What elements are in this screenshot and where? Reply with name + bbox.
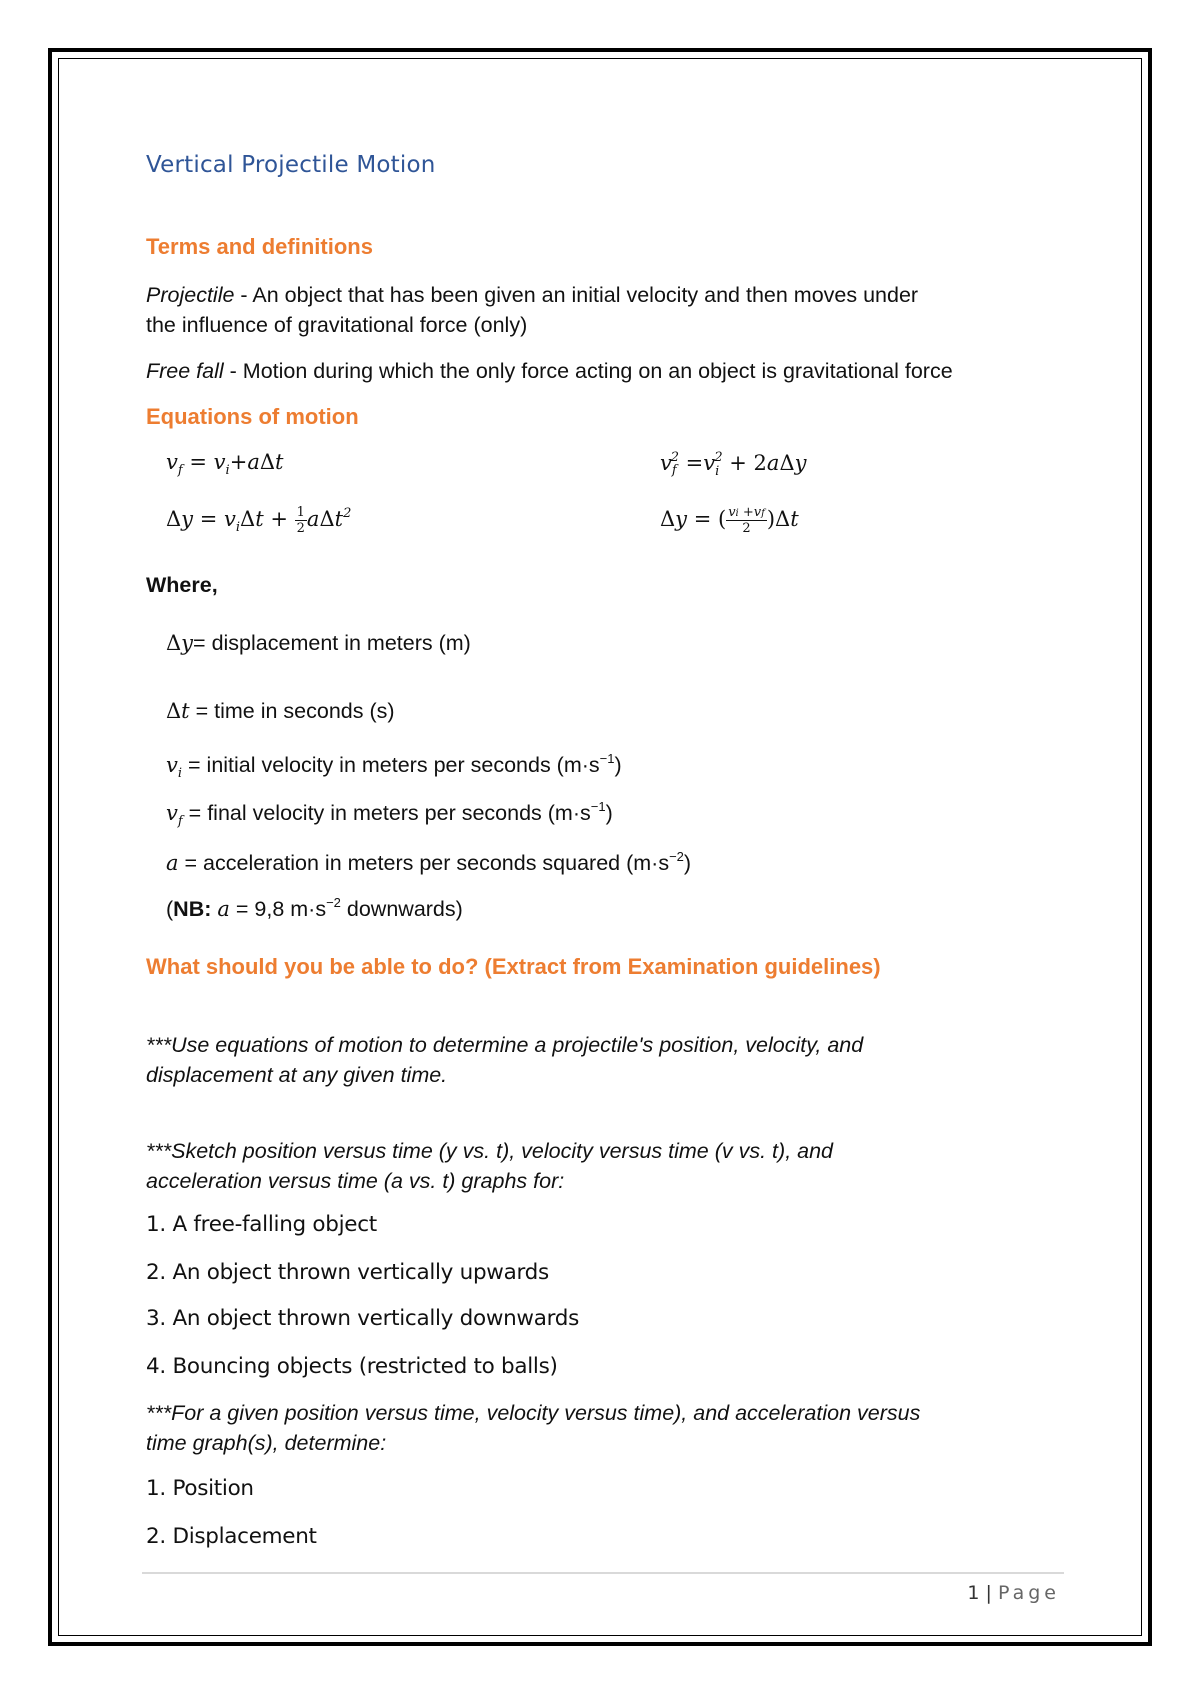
variable-desc: = displacement in meters (m) xyxy=(193,631,471,655)
symbol-vf: $v_f$ xyxy=(166,801,183,829)
variable-desc: = final velocity in meters per seconds (m·s xyxy=(182,801,591,825)
equation-dy-1: $\Delta y = v_i\Delta t$ + $\frac{1}{2}$ aΔt$^2$ xyxy=(166,505,352,536)
variable-vi xyxy=(166,744,622,789)
equation-dy-2: Δy = ( $\frac{vi +vf}{2}$ )Δt xyxy=(660,505,799,536)
exponent: −2 xyxy=(669,849,684,864)
page-footer xyxy=(967,1582,1060,1604)
guideline-1-line-2: displacement at any given time. xyxy=(146,1063,448,1087)
variable-desc: = acceleration in meters per seconds squared (m·s xyxy=(178,851,670,875)
list-item: 2. An object thrown vertically upwards xyxy=(146,1260,549,1285)
guidelines-heading: What should you be able to do? (Extract from Examination guidelines) xyxy=(146,954,881,979)
definition-term: Free fall xyxy=(146,359,224,383)
equation-vf: $v_f = v_i+a\Delta t$ xyxy=(166,450,284,478)
symbol-dt: Δt xyxy=(166,699,190,723)
guideline-2-line-2: acceleration versus time (a vs. t) graphs for: xyxy=(146,1169,565,1193)
list-item: 1. Position xyxy=(146,1476,254,1501)
page-label: Page xyxy=(998,1582,1060,1604)
definition-text: - An object that has been given an initial velocity and then moves under xyxy=(234,283,919,307)
variable-a xyxy=(166,842,691,878)
list-item: 1. A free-falling object xyxy=(146,1212,377,1237)
definition-term: Projectile xyxy=(146,283,235,307)
variable-dt xyxy=(166,696,395,726)
variable-desc: = initial velocity in meters per seconds (m·s xyxy=(182,753,600,777)
equations-heading: Equations of motion xyxy=(146,404,359,429)
variable-end: ) xyxy=(683,851,692,875)
page-number: 1 xyxy=(967,1582,980,1604)
symbol-a: a xyxy=(217,897,230,921)
nb-note xyxy=(166,888,463,924)
definition-free-fall xyxy=(146,356,953,386)
variable-end: ) xyxy=(605,801,613,825)
exponent: −2 xyxy=(326,895,341,910)
nb-end: downwards) xyxy=(340,897,463,921)
definition-projectile xyxy=(146,280,918,310)
page-title: Vertical Projectile Motion xyxy=(146,152,436,178)
symbol-vi: $v_i$ xyxy=(166,753,183,781)
terms-heading: Terms and definitions xyxy=(146,234,373,259)
exponent: −1 xyxy=(599,751,615,766)
nb-value: = 9,8 m·s xyxy=(229,897,327,921)
nb-label: NB: xyxy=(173,897,212,921)
equation-vf-squared: $v_f^2 =v_i^2 + 2a\Delta y$ xyxy=(660,450,807,479)
exponent: −1 xyxy=(590,799,606,814)
footer-divider xyxy=(142,1572,1064,1574)
guideline-3-line-2: time graph(s), determine: xyxy=(146,1431,387,1455)
list-item: 2. Displacement xyxy=(146,1524,317,1549)
list-item: 3. An object thrown vertically downwards xyxy=(146,1306,580,1331)
variable-end: ) xyxy=(614,753,622,777)
list-item: 4. Bouncing objects (restricted to balls) xyxy=(146,1354,558,1379)
symbol-a: a xyxy=(166,851,179,875)
variable-dy xyxy=(166,628,471,658)
footer-separator: | xyxy=(985,1582,992,1604)
guideline-3-line-1: ***For a given position versus time, velocity versus time), and acceleration versus xyxy=(146,1401,921,1425)
guideline-1-line-1: ***Use equations of motion to determine a projectile's position, velocity, and xyxy=(146,1033,864,1057)
guideline-2-line-1: ***Sketch position versus time (y vs. t), velocity versus time (v vs. t), and xyxy=(146,1139,834,1163)
symbol-dy: Δy xyxy=(166,631,194,655)
where-label: Where, xyxy=(146,573,218,597)
definition-projectile-cont: the influence of gravitational force (only) xyxy=(146,313,528,337)
nb-open: ( xyxy=(166,897,174,921)
variable-vf xyxy=(166,792,613,837)
variable-desc: = time in seconds (s) xyxy=(189,699,395,723)
definition-text: - Motion during which the only force acting on an object is gravitational force xyxy=(223,359,953,383)
